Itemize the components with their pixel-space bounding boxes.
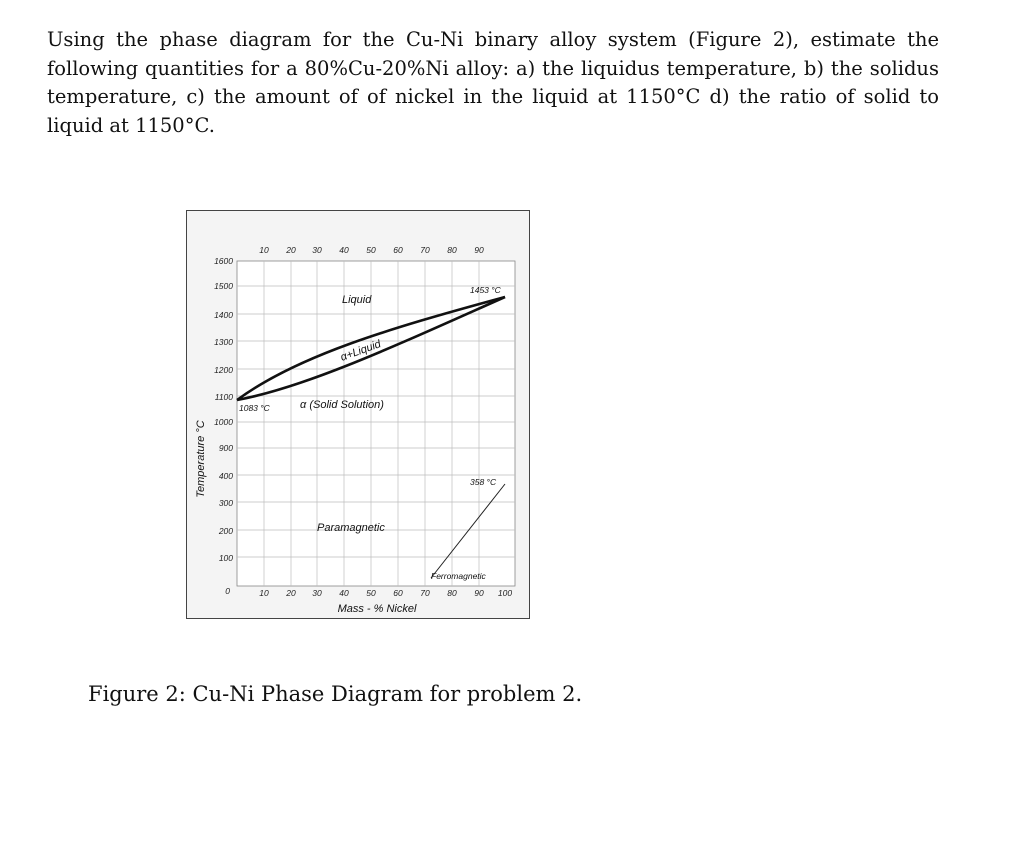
y-tick-100: 100 xyxy=(218,553,233,563)
x-axis-title: Mass - % Nickel xyxy=(337,603,417,615)
top-tick-40: 40 xyxy=(339,245,349,255)
region-solid-label: α (Solid Solution) xyxy=(300,399,384,411)
y-tick-300: 300 xyxy=(218,498,233,508)
y-tick-labels xyxy=(214,256,233,596)
top-tick-80: 80 xyxy=(447,245,457,255)
y-tick-1500: 1500 xyxy=(214,281,233,291)
y-tick-200: 200 xyxy=(218,526,233,536)
top-tick-20: 20 xyxy=(286,245,296,255)
region-liquid-label: Liquid xyxy=(342,294,372,306)
phase-diagram-figure xyxy=(186,210,530,619)
y-tick-1600: 1600 xyxy=(214,256,233,266)
ni-melting-point-label: 1453 °C xyxy=(470,285,501,295)
problem-statement: Using the phase diagram for the Cu-Ni binary alloy system (Figure 2), estimate the following quantities for a 80%Cu-20%Ni alloy: a) the liquidus temperature, b) the solidus temperature, c) the amount of of nickel in the liquid at 1150°C d) the ratio of solid to liquid at 1150°C. xyxy=(47,28,939,137)
bottom-tick-60: 60 xyxy=(393,588,403,598)
bottom-tick-40: 40 xyxy=(339,588,349,598)
origin-label: 0 xyxy=(225,586,230,596)
y-tick-1200: 1200 xyxy=(214,365,233,375)
top-tick-50: 50 xyxy=(366,245,376,255)
cu-melting-point-label: 1083 °C xyxy=(239,403,270,413)
y-tick-400: 400 xyxy=(218,471,233,481)
curie-temperature-label: 358 °C xyxy=(470,477,497,487)
bottom-tick-90: 90 xyxy=(474,588,484,598)
bottom-tick-100: 100 xyxy=(497,588,513,598)
y-tick-1300: 1300 xyxy=(214,337,233,347)
region-two-phase-label: α+Liquid xyxy=(338,338,383,364)
top-tick-30: 30 xyxy=(312,245,322,255)
top-tick-90: 90 xyxy=(474,245,484,255)
figure-caption: Figure 2: Cu-Ni Phase Diagram for problem 2. xyxy=(88,682,583,706)
region-paramagnetic-label: Paramagnetic xyxy=(317,522,385,534)
top-tick-70: 70 xyxy=(420,245,430,255)
bottom-tick-50: 50 xyxy=(366,588,376,598)
top-tick-60: 60 xyxy=(393,245,403,255)
bottom-tick-10: 10 xyxy=(259,588,269,598)
y-tick-1000: 1000 xyxy=(214,417,233,427)
bottom-tick-30: 30 xyxy=(312,588,322,598)
bottom-x-tick-labels xyxy=(259,588,512,598)
top-x-tick-labels xyxy=(259,245,484,255)
y-tick-1100: 1100 xyxy=(214,392,233,402)
phase-diagram-svg xyxy=(187,211,531,620)
y-tick-900: 900 xyxy=(218,443,233,453)
bottom-tick-80: 80 xyxy=(447,588,457,598)
bottom-tick-70: 70 xyxy=(420,588,430,598)
top-tick-10: 10 xyxy=(259,245,269,255)
y-tick-1400: 1400 xyxy=(214,310,233,320)
y-axis-title: Temperature °C xyxy=(195,420,207,498)
bottom-tick-20: 20 xyxy=(286,588,296,598)
region-ferromagnetic-label: Ferromagnetic xyxy=(431,571,486,581)
